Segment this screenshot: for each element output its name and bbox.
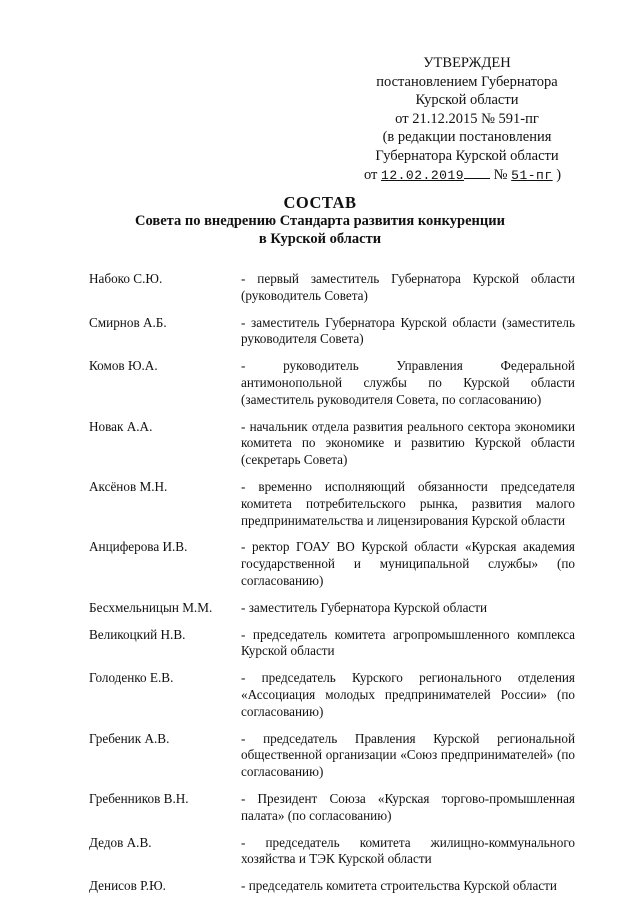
edition-by: Губернатора Курской области — [375, 147, 559, 164]
member-role: - временно исполняющий обязанности председателя комитета потребительского рынка, развития малого предпринимательства и лицензирования Курской области — [241, 478, 575, 528]
date-underline — [464, 166, 490, 179]
member-row — [89, 479, 579, 529]
edition-number: 51-пг — [511, 167, 553, 183]
member-row — [89, 878, 579, 895]
member-row — [89, 670, 579, 720]
member-role: - председатель Правления Курской региональной общественной организации «Союз предпринимателей» (по согласованию) — [241, 730, 575, 780]
member-row — [89, 791, 579, 825]
member-name: Анциферова И.В. — [89, 539, 188, 555]
member-name: Денисов Р.Ю. — [89, 878, 166, 894]
members-list — [89, 271, 579, 895]
member-name: Великоцкий Н.В. — [89, 626, 186, 642]
edition-date: 12.02.2019 — [381, 167, 465, 183]
member-role: - Президент Союза «Курская торгово-промышленная палата» (по согласованию) — [241, 790, 575, 823]
member-row — [89, 539, 579, 589]
decree-date-number: от 21.12.2015 № 591-пг — [395, 110, 539, 127]
member-row — [89, 419, 579, 469]
member-row — [89, 271, 579, 305]
member-role: - заместитель Губернатора Курской области (заместитель руководителя Совета) — [241, 314, 575, 347]
member-row — [89, 835, 579, 869]
member-role: - председатель комитета агропромышленного комплекса Курской области — [241, 626, 575, 659]
member-role: - первый заместитель Губернатора Курской области (руководитель Совета) — [241, 271, 575, 303]
heading-line-1: Совета по внедрению Стандарта развития конкуренции — [135, 213, 505, 229]
member-role: - руководитель Управления Федеральной антимонопольной службы по Курской области (заместитель руководителя Совета, по согласованию) — [241, 358, 575, 407]
member-role: - председатель комитета строительства Курской области — [241, 878, 557, 894]
edition-close: ) — [556, 166, 562, 183]
member-row — [89, 315, 579, 349]
member-name: Гребенников В.Н. — [89, 790, 189, 806]
member-row — [89, 358, 579, 408]
member-role: - начальник отдела развития реального сектора экономики комитета по экономике и развитию Курской области (секретарь Совета) — [241, 418, 575, 468]
edition-number-sign: № — [493, 166, 508, 183]
member-name: Комов Ю.А. — [89, 358, 158, 374]
edition-date-line — [360, 166, 574, 186]
member-name: Аксёнов М.Н. — [89, 478, 168, 494]
edition-note: (в редакции постановления — [382, 129, 552, 146]
member-row — [89, 731, 579, 781]
member-role: - председатель комитета жилищно-коммунального хозяйства и ТЭК Курской области — [241, 834, 575, 867]
member-name: Дедов А.В. — [89, 834, 152, 850]
member-role: - заместитель Губернатора Курской области — [241, 599, 488, 615]
member-role: - ректор ГОАУ ВО Курской области «Курская академия государственной и муниципальной службы» (по согласованию) — [241, 539, 575, 588]
approved-by-decree: постановлением Губернатора — [376, 73, 558, 90]
edition-from-label: от — [364, 166, 378, 183]
heading-title: СОСТАВ — [283, 193, 357, 212]
member-name: Смирнов А.Б. — [89, 314, 167, 330]
approved-label: УТВЕРЖДЕН — [423, 55, 511, 71]
approved-region: Курской области — [415, 92, 519, 109]
member-name: Бесхмельницын М.М. — [89, 599, 213, 615]
member-row — [89, 600, 579, 617]
member-name: Гребеник А.В. — [89, 730, 170, 746]
member-name: Голоденко Е.В. — [89, 670, 174, 686]
member-name: Новак А.А. — [89, 418, 153, 434]
member-name: Набоко С.Ю. — [89, 271, 163, 286]
member-row — [89, 627, 579, 661]
member-role: - председатель Курского регионального отделения «Ассоциация молодых предпринимателей России» (по согласованию) — [241, 670, 575, 719]
document-heading — [0, 193, 640, 248]
approval-stamp — [360, 54, 574, 185]
heading-line-2: в Курской области — [258, 231, 382, 247]
